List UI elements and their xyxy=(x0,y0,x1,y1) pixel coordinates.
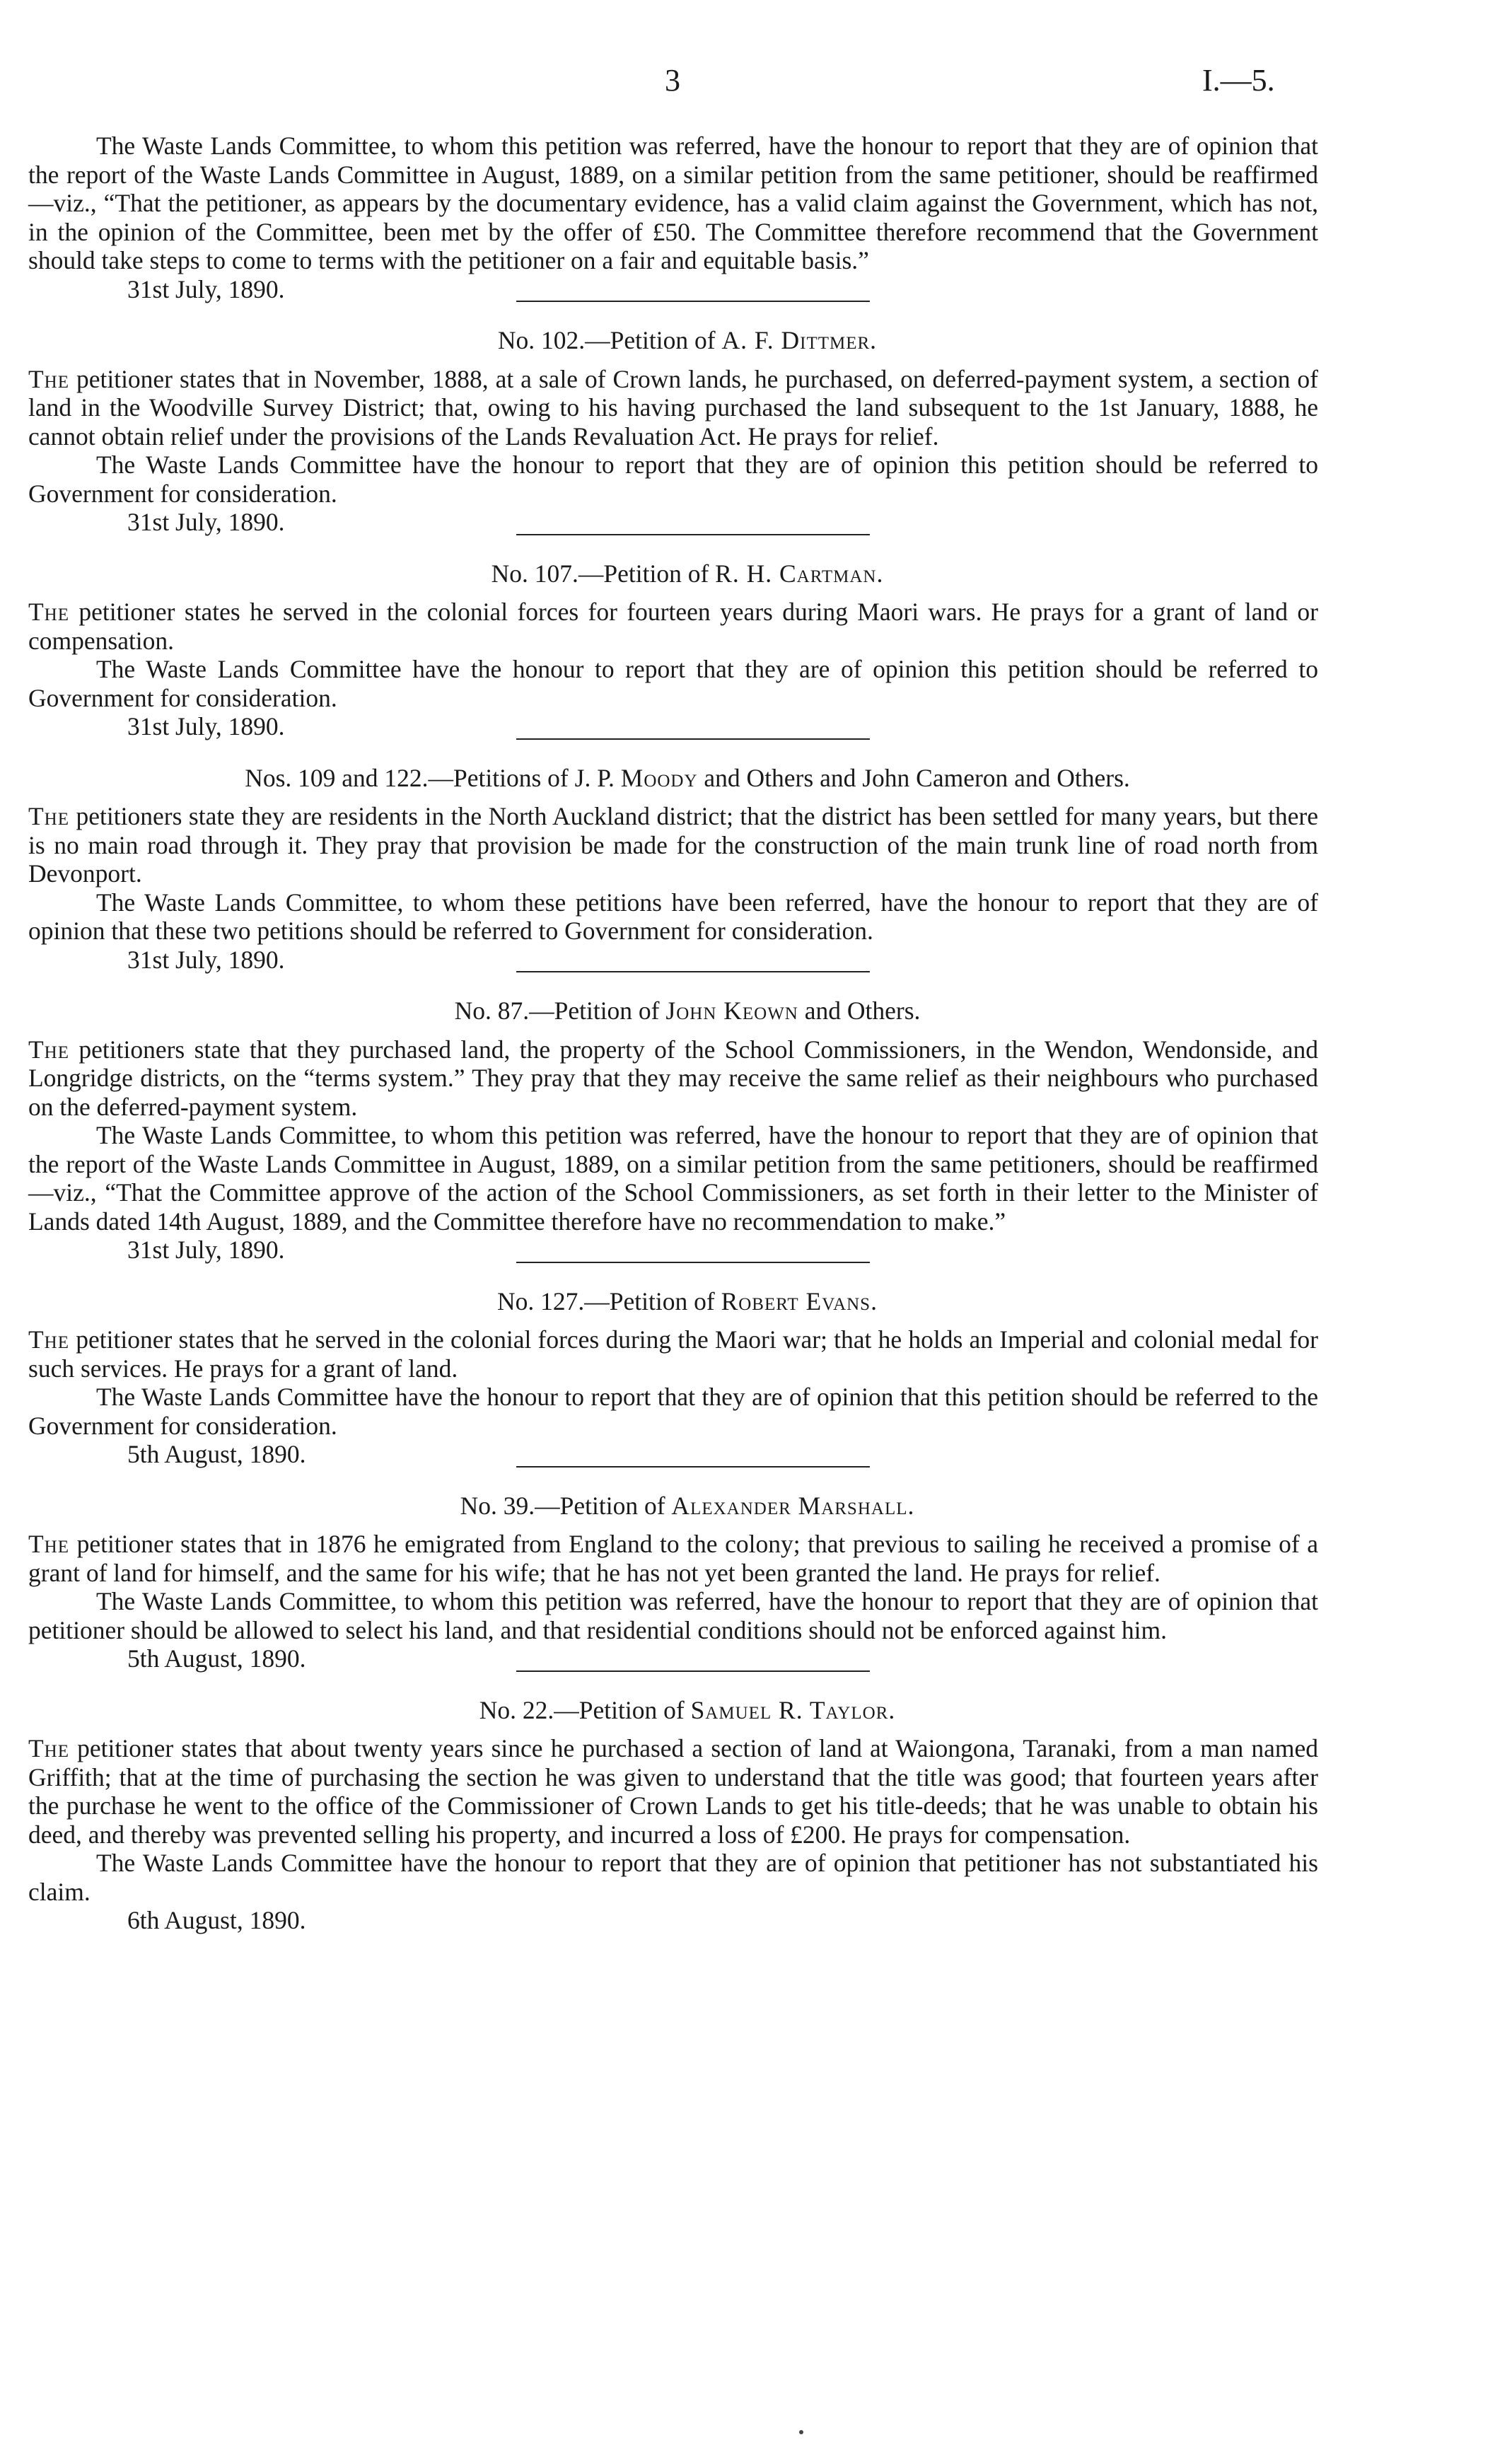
page-number: 3 xyxy=(665,63,680,98)
section-divider xyxy=(516,1670,870,1672)
committee-report: The Waste Lands Committee have the honour to report that they are of opinion this petition should be referred to Government for consideration. xyxy=(28,655,1318,712)
section-divider xyxy=(516,534,870,535)
section-divider xyxy=(516,301,870,302)
committee-report: The Waste Lands Committee have the honour to report that they are of opinion that petitioner has not substantiated his claim. xyxy=(28,1849,1318,1906)
petition-heading xyxy=(28,1696,1318,1725)
section-divider xyxy=(516,1262,870,1263)
petition-statement xyxy=(28,1035,1318,1122)
petition-section xyxy=(28,1287,1318,1468)
committee-report: The Waste Lands Committee, to whom these petitions have been referred, have the honour to report that they are of opinion that these two petitions should be referred to Government for consideration. xyxy=(28,888,1318,945)
committee-report: The Waste Lands Committee have the honour to report that they are of opinion this petition should be referred to Government for consideration. xyxy=(28,451,1318,508)
report-date: 31st July, 1890. xyxy=(127,274,285,303)
lead-word: The xyxy=(28,364,70,393)
committee-report: The Waste Lands Committee, to whom this petition was referred, have the honour to report that they are of opinion that petitioner should be allowed to select his land, and that residential conditions should not be enforced against him. xyxy=(28,1587,1318,1644)
petition-heading xyxy=(28,996,1318,1025)
petition-section xyxy=(28,996,1318,1263)
heading-prefix: No. 102.—Petition of xyxy=(497,326,716,354)
petition-heading xyxy=(28,559,1318,588)
report-date: 31st July, 1890. xyxy=(127,945,285,974)
petition-section xyxy=(28,326,1318,535)
petition-section xyxy=(28,1492,1318,1672)
statement-text: petitioner states that he served in the colonial forces during the Maori war; that he holds an Imperial and colonial medal for such services. He prays for a grant of land. xyxy=(28,1325,1319,1383)
petitioner-name: A. F. Dittmer. xyxy=(721,326,878,354)
report-date: 31st July, 1890. xyxy=(127,712,285,740)
paper-reference: I.—5. xyxy=(1202,63,1275,98)
statement-text: petitioners state they are residents in the North Auckland district; that the district has been settled for many years, but there is no main road through it. They pray that provision be made for the construction of the main trunk line of road north from Devonport. xyxy=(28,802,1319,888)
committee-report: The Waste Lands Committee have the honour to report that they are of opinion that this petition should be referred to the Government for consideration. xyxy=(28,1383,1318,1440)
continued-petition xyxy=(28,132,1318,302)
section-divider xyxy=(516,971,870,972)
petition-heading xyxy=(28,764,1318,793)
petition-statement xyxy=(28,598,1318,655)
petition-statement xyxy=(28,1734,1318,1849)
statement-text: petitioner states that in 1876 he emigrated from England to the colony; that previous to sailing he received a promise of a grant of land for himself, and the same for his wife; that he has not yet been granted the land. He prays for relief. xyxy=(28,1530,1319,1587)
report-date: 31st July, 1890. xyxy=(127,1236,285,1264)
document-body xyxy=(28,132,1318,1935)
committee-report: The Waste Lands Committee, to whom this petition was referred, have the honour to report that they are of opinion that the report of the Waste Lands Committee in August, 1889, on a similar petition from the same petitioners, should be reaffirmed—viz., “That the Committee approve of the action of the School Commissioners, as set forth in their letter to the Minister of Lands dated 14th August, 1889, and the Committee therefore have no recommendation to make.” xyxy=(28,1121,1318,1236)
petition-heading xyxy=(28,326,1318,355)
petitioner-name: Samuel R. Taylor. xyxy=(690,1695,896,1724)
petitioner-name: Moody xyxy=(620,763,698,792)
heading-prefix: No. 107.—Petition of xyxy=(491,559,709,588)
lead-word: The xyxy=(28,1734,70,1762)
section-divider xyxy=(516,1466,870,1468)
petitioner-name: R. H. Cartman. xyxy=(715,559,884,588)
report-date: 5th August, 1890. xyxy=(127,1644,306,1673)
report-date: 5th August, 1890. xyxy=(127,1440,306,1468)
petition-section xyxy=(28,559,1318,740)
report-date: 6th August, 1890. xyxy=(127,1906,306,1934)
printer-mark xyxy=(799,2430,803,2434)
lead-word: The xyxy=(28,598,70,626)
petition-statement xyxy=(28,365,1318,451)
statement-text: petitioner states that in November, 1888, at a sale of Crown lands, he purchased, on deferred-payment system, a section of land in the Woodville Survey District; that, owing to his having purchased the land subsequent to the 1st January, 1888, he cannot obtain relief under the provisions of the Lands Revaluation Act. He prays for relief. xyxy=(28,364,1318,451)
heading-prefix: No. 127.—Petition of xyxy=(497,1286,715,1315)
petition-heading xyxy=(28,1492,1318,1521)
report-date: 31st July, 1890. xyxy=(127,508,285,536)
petition-heading xyxy=(28,1287,1318,1316)
statement-text: petitioner states he served in the colonial forces for fourteen years during Maori wars. He prays for a grant of land or compensation. xyxy=(28,598,1318,655)
section-divider xyxy=(516,738,870,740)
lead-word: The xyxy=(28,1325,70,1354)
heading-prefix: No. 87.—Petition of xyxy=(454,996,660,1025)
lead-word: The xyxy=(28,802,70,830)
petition-statement xyxy=(28,1530,1318,1587)
heading-prefix: No. 22.—Petition of xyxy=(479,1695,685,1724)
petition-statement xyxy=(28,802,1318,888)
petitioner-name: Robert Evans. xyxy=(721,1286,878,1315)
petitioner-name: John Keown xyxy=(665,996,798,1025)
heading-suffix: and Others. xyxy=(804,996,921,1025)
petitioner-name: Alexander Marshall. xyxy=(671,1491,915,1520)
petition-section xyxy=(28,1696,1318,1935)
heading-prefix: Nos. 109 and 122.—Petitions of J. P. xyxy=(245,763,615,792)
petition-statement xyxy=(28,1325,1318,1383)
statement-text: petitioner states that about twenty years since he purchased a section of land at Waiongona, Taranaki, from a man named Griffith; that at the time of purchasing the section he was given to understand that the title was good; that fourteen years after the purchase he went to the office of the Commissioner of Crown Lands to get his title-deeds; that he was unable to obtain his deed, and thereby was prevented selling his property, and incurred a loss of £200. He prays for compensation. xyxy=(28,1734,1318,1849)
heading-prefix: No. 39.—Petition of xyxy=(460,1491,665,1520)
statement-text: petitioners state that they purchased land, the property of the School Commissioners, in the Wendon, Wendonside, and Longridge districts, on the “terms system.” They pray that they may receive the same relief as their neighbours who purchased on the deferred-payment system. xyxy=(28,1035,1319,1121)
lead-word: The xyxy=(28,1035,70,1064)
committee-report: The Waste Lands Committee, to whom this petition was referred, have the honour to report that they are of opinion that the report of the Waste Lands Committee in August, 1889, on a similar petition from the same petitioner, should be reaffirmed—viz., “That the petitioner, as appears by the documentary evidence, has a valid claim against the Government, which has not, in the opinion of the Committee, been met by the offer of £50. The Committee therefore recommend that the Government should take steps to come to terms with the petitioner on a fair and equitable basis.” xyxy=(28,132,1318,274)
petition-section xyxy=(28,764,1318,973)
heading-suffix: and Others and John Cameron and Others. xyxy=(704,763,1130,792)
lead-word: The xyxy=(28,1530,70,1558)
